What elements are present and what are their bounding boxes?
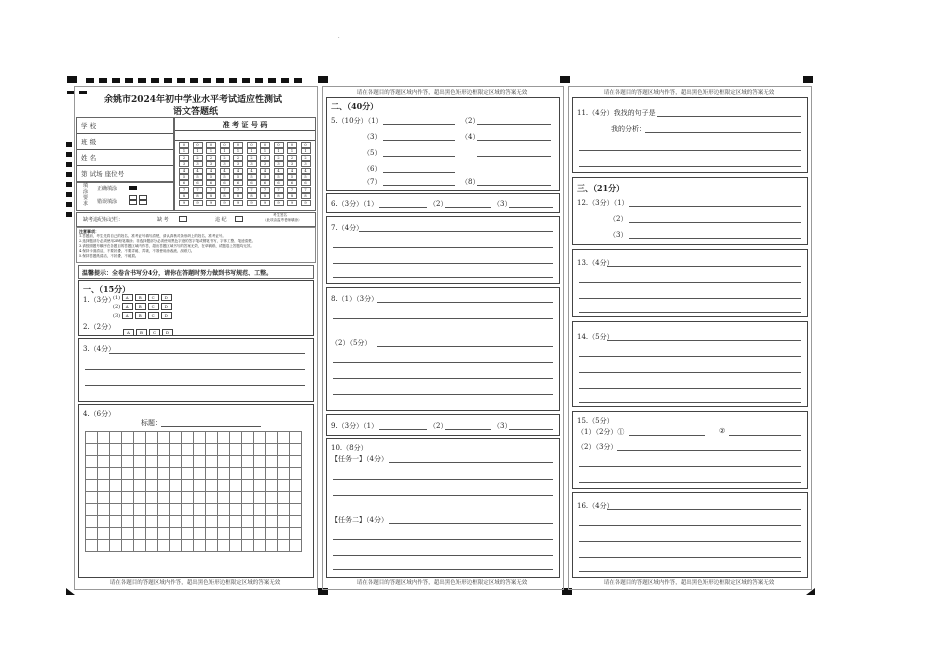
q8-part2-label: （2）（5分） bbox=[331, 339, 372, 347]
ticket-digit-bubble[interactable]: 5 bbox=[260, 174, 270, 180]
ticket-digit-bubble[interactable]: 5 bbox=[206, 174, 216, 180]
ticket-digit-bubble[interactable]: 5 bbox=[287, 174, 297, 180]
ticket-digit-bubble[interactable]: 5 bbox=[193, 174, 203, 180]
ticket-header: 准 考 证 号 码 bbox=[222, 120, 268, 129]
timing-mark bbox=[66, 142, 72, 147]
q15-part1-label: （1）（2分）① bbox=[577, 428, 625, 436]
ticket-digit-bubble[interactable]: 6 bbox=[287, 180, 297, 186]
right-footer: 请在各题目的答题区域内作答，超出黑色矩形边框限定区域的答案无效 bbox=[603, 580, 775, 586]
ticket-digit-bubble[interactable]: 5 bbox=[247, 174, 257, 180]
ticket-digit-bubble[interactable]: 9 bbox=[287, 200, 297, 206]
ticket-digit-bubble[interactable]: 0 bbox=[233, 142, 243, 148]
ticket-digit-bubble[interactable]: 2 bbox=[179, 155, 189, 161]
ticket-digit-bubble[interactable]: 9 bbox=[301, 200, 311, 206]
ticket-digit-bubble[interactable]: 7 bbox=[287, 187, 297, 193]
option-bubble[interactable]: B bbox=[135, 312, 146, 319]
ticket-digit-bubble[interactable]: 4 bbox=[260, 168, 270, 174]
anchor-mark bbox=[318, 76, 328, 83]
option-bubble[interactable]: D bbox=[161, 303, 172, 310]
ticket-digit-bubble[interactable]: 9 bbox=[233, 200, 243, 206]
ticket-digit-bubble[interactable]: 6 bbox=[274, 180, 284, 186]
q16-label: 16.（4分） bbox=[577, 502, 614, 510]
ticket-digit-bubble[interactable]: 5 bbox=[301, 174, 311, 180]
ticket-digit-bubble[interactable]: 9 bbox=[179, 200, 189, 206]
ticket-digit-bubble[interactable]: 3 bbox=[301, 161, 311, 167]
ticket-digit-bubble[interactable]: 1 bbox=[260, 148, 270, 154]
option-bubble[interactable]: B bbox=[135, 294, 146, 301]
option-bubble[interactable]: B bbox=[135, 303, 146, 310]
left-column-frame bbox=[74, 86, 318, 590]
q5-label: 5.（10分）（1） bbox=[331, 117, 383, 125]
ticket-digit-bubble[interactable]: 8 bbox=[247, 193, 257, 199]
ticket-digit-bubble[interactable]: 1 bbox=[247, 148, 257, 154]
q11-analysis-label: 我的分析： bbox=[611, 125, 646, 133]
ticket-digit-bubble[interactable]: 6 bbox=[220, 180, 230, 186]
ticket-digit-bubble[interactable]: 8 bbox=[233, 193, 243, 199]
violation-label: 缺考违纪标记栏： bbox=[83, 217, 124, 223]
ticket-digit-bubble[interactable]: 2 bbox=[247, 155, 257, 161]
ticket-digit-bubble[interactable]: 4 bbox=[274, 168, 284, 174]
sign-sub: （此项由监考老师填涂） bbox=[263, 218, 302, 222]
anchor-mark bbox=[67, 76, 77, 83]
q1-row-prefix: (3) bbox=[113, 313, 122, 319]
ticket-digit-bubble[interactable]: 9 bbox=[206, 200, 216, 206]
dot-mark: . bbox=[338, 34, 340, 40]
ticket-digit-bubble[interactable]: 7 bbox=[206, 187, 216, 193]
q5-item: （6） bbox=[363, 165, 382, 173]
ticket-digit-bubble[interactable]: 9 bbox=[274, 200, 284, 206]
q1-label: 1.（3分） bbox=[83, 296, 116, 304]
ticket-digit-bubble[interactable]: 2 bbox=[287, 155, 297, 161]
ticket-digit-bubble[interactable]: 4 bbox=[206, 168, 216, 174]
ticket-digit-bubble[interactable]: 1 bbox=[233, 148, 243, 154]
ticket-digit-bubble[interactable]: 4 bbox=[247, 168, 257, 174]
q5-item: （4） bbox=[461, 133, 480, 141]
timing-mark bbox=[66, 162, 72, 167]
ticket-digit-bubble[interactable]: 0 bbox=[206, 142, 216, 148]
option-bubble[interactable]: C bbox=[148, 312, 159, 319]
q12-item: （3） bbox=[609, 231, 628, 239]
ticket-digit-bubble[interactable]: 2 bbox=[274, 155, 284, 161]
ticket-digit-bubble[interactable]: 0 bbox=[301, 142, 311, 148]
q3-label: 3.（4分） bbox=[83, 345, 116, 353]
q10-label: 10.（8分） bbox=[331, 444, 368, 452]
timing-track bbox=[86, 78, 306, 83]
ticket-digit-bubble[interactable]: 8 bbox=[193, 193, 203, 199]
ticket-digit-bubble[interactable]: 6 bbox=[260, 180, 270, 186]
section2-title: 二、（40分） bbox=[331, 101, 379, 111]
q1-row-prefix: (1) bbox=[113, 295, 122, 301]
ticket-digit-bubble[interactable]: 4 bbox=[220, 168, 230, 174]
option-bubble[interactable]: A bbox=[122, 303, 133, 310]
ticket-digit-bubble[interactable]: 0 bbox=[287, 142, 297, 148]
option-bubble[interactable]: A bbox=[123, 329, 134, 336]
section1-title: 一、（15分） bbox=[83, 284, 131, 294]
left-footer: 请在各题目的答题区域内作答，超出黑色矩形边框限定区域的答案无效 bbox=[109, 580, 281, 586]
q7-label: 7.（4分） bbox=[331, 224, 364, 232]
ticket-digit-bubble[interactable]: 7 bbox=[193, 187, 203, 193]
ticket-digit-bubble[interactable]: 2 bbox=[301, 155, 311, 161]
q11-label: 11.（4分）我找的句子是 bbox=[577, 109, 656, 117]
q8-label: 8.（1）（3分） bbox=[331, 295, 379, 303]
ticket-digit-bubble[interactable]: 2 bbox=[206, 155, 216, 161]
q12-label: 12.（3分）（1） bbox=[577, 199, 629, 207]
ticket-digit-bubble[interactable]: 6 bbox=[193, 180, 203, 186]
ticket-digit-bubble[interactable]: 3 bbox=[233, 161, 243, 167]
ticket-digit-bubble[interactable]: 8 bbox=[179, 193, 189, 199]
ticket-digit-bubble[interactable]: 8 bbox=[220, 193, 230, 199]
ticket-digit-bubble[interactable]: 7 bbox=[260, 187, 270, 193]
right-column-frame bbox=[568, 86, 812, 590]
q15-part1b-label: ② bbox=[719, 427, 726, 435]
ticket-digit-bubble[interactable]: 3 bbox=[287, 161, 297, 167]
warm-tip-text: 温馨提示：全卷含书写分4分，请你在答题时努力做到书写规范、工整。 bbox=[82, 270, 273, 277]
ticket-digit-bubble[interactable]: 9 bbox=[247, 200, 257, 206]
ticket-digit-bubble[interactable]: 4 bbox=[287, 168, 297, 174]
ticket-digit-bubble[interactable]: 5 bbox=[179, 174, 189, 180]
option-bubble[interactable]: A bbox=[122, 294, 133, 301]
q5-item: （5） bbox=[363, 149, 382, 157]
fill-req-label: 填涂要求 bbox=[83, 183, 89, 207]
q1-row-prefix: (2) bbox=[113, 304, 122, 310]
ticket-digit-bubble[interactable]: 5 bbox=[233, 174, 243, 180]
name-label: 姓 名 bbox=[81, 154, 97, 162]
ticket-digit-bubble[interactable]: 2 bbox=[260, 155, 270, 161]
right-header: 请在各题目的答题区域内作答，超出黑色矩形边框限定区域的答案无效 bbox=[603, 90, 775, 96]
q6-label: 6.（3分）（1） bbox=[331, 200, 379, 208]
ticket-digit-bubble[interactable]: 0 bbox=[193, 142, 203, 148]
q5-item: （8） bbox=[461, 178, 480, 186]
correct-fill-label: 正确填涂 bbox=[97, 186, 118, 192]
ticket-digit-bubble[interactable]: 1 bbox=[274, 148, 284, 154]
option-bubble[interactable]: B bbox=[136, 329, 147, 336]
task2-label: 【任务二】（4分） bbox=[331, 516, 388, 524]
ticket-digit-bubble[interactable]: 7 bbox=[233, 187, 243, 193]
ticket-digit-bubble[interactable]: 3 bbox=[220, 161, 230, 167]
q12-item: （2） bbox=[609, 215, 628, 223]
ticket-digit-bubble[interactable]: 9 bbox=[193, 200, 203, 206]
mid-header: 请在各题目的答题区域内作答，超出黑色矩形边框限定区域的答案无效 bbox=[356, 90, 528, 96]
timing-mark bbox=[66, 172, 72, 177]
timing-mark bbox=[66, 212, 72, 217]
violate-label: 违 纪 bbox=[215, 217, 227, 223]
option-bubble[interactable]: C bbox=[148, 303, 159, 310]
ticket-digit-bubble[interactable]: 3 bbox=[247, 161, 257, 167]
ticket-digit-bubble[interactable]: 8 bbox=[287, 193, 297, 199]
ticket-digit-bubble[interactable]: 0 bbox=[274, 142, 284, 148]
ticket-digit-bubble[interactable]: 4 bbox=[233, 168, 243, 174]
q2-label: 2.（2分） bbox=[83, 323, 116, 331]
section3-title: 三、（21分） bbox=[577, 183, 625, 193]
q6-item: （3） bbox=[493, 200, 512, 208]
anchor-mark bbox=[803, 76, 813, 83]
anchor-mark bbox=[560, 76, 570, 83]
exam-title: 余姚市2024年初中学业水平考试适应性测试 bbox=[104, 95, 283, 105]
ticket-digit-bubble[interactable]: 3 bbox=[274, 161, 284, 167]
ticket-digit-bubble[interactable]: 8 bbox=[301, 193, 311, 199]
class-label: 班 级 bbox=[81, 138, 97, 146]
ticket-digit-bubble[interactable]: 7 bbox=[247, 187, 257, 193]
option-bubble[interactable]: D bbox=[162, 329, 173, 336]
ticket-digit-bubble[interactable]: 3 bbox=[206, 161, 216, 167]
ticket-digit-bubble[interactable]: 3 bbox=[179, 161, 189, 167]
ticket-digit-bubble[interactable]: 8 bbox=[206, 193, 216, 199]
ticket-digit-bubble[interactable]: 2 bbox=[193, 155, 203, 161]
ticket-digit-bubble[interactable]: 0 bbox=[260, 142, 270, 148]
ticket-digit-bubble[interactable]: 7 bbox=[220, 187, 230, 193]
mid-column-frame bbox=[322, 86, 564, 590]
school-label: 学 校 bbox=[81, 122, 97, 130]
option-bubble[interactable]: A bbox=[122, 312, 133, 319]
timing-mark bbox=[66, 192, 72, 197]
q5-item: （7） bbox=[363, 178, 382, 186]
ticket-digit-bubble[interactable]: 7 bbox=[179, 187, 189, 193]
ticket-digit-bubble[interactable]: 9 bbox=[260, 200, 270, 206]
ticket-digit-bubble[interactable]: 0 bbox=[179, 142, 189, 148]
q9-item: （3） bbox=[493, 422, 512, 430]
q4-label: 4.（6分） bbox=[83, 410, 116, 418]
q9-label: 9.（3分）（1） bbox=[331, 422, 379, 430]
ticket-digit-bubble[interactable]: 6 bbox=[233, 180, 243, 186]
option-bubble[interactable]: C bbox=[148, 294, 159, 301]
wrong-fill-label: 错误填涂 bbox=[97, 199, 118, 205]
q5-item: （3） bbox=[363, 133, 382, 141]
ticket-digit-bubble[interactable]: 6 bbox=[301, 180, 311, 186]
ticket-digit-bubble[interactable]: 6 bbox=[206, 180, 216, 186]
ticket-digit-bubble[interactable]: 0 bbox=[220, 142, 230, 148]
ticket-digit-bubble[interactable]: 7 bbox=[301, 187, 311, 193]
option-bubble[interactable]: D bbox=[161, 312, 172, 319]
timing-mark bbox=[66, 152, 72, 157]
ticket-digit-bubble[interactable]: 2 bbox=[220, 155, 230, 161]
ticket-digit-bubble[interactable]: 8 bbox=[274, 193, 284, 199]
ticket-digit-bubble[interactable]: 1 bbox=[206, 148, 216, 154]
option-bubble[interactable]: D bbox=[161, 294, 172, 301]
ticket-digit-bubble[interactable]: 1 bbox=[220, 148, 230, 154]
ticket-digit-bubble[interactable]: 5 bbox=[274, 174, 284, 180]
task1-label: 【任务一】（4分） bbox=[331, 455, 388, 463]
q5-item: （2） bbox=[461, 117, 480, 125]
ticket-digit-bubble[interactable]: 0 bbox=[247, 142, 257, 148]
q15-part2-label: （2）（3分） bbox=[577, 443, 618, 451]
option-bubble[interactable]: C bbox=[149, 329, 160, 336]
sign-label: 考生签名 bbox=[273, 213, 287, 217]
ticket-digit-bubble[interactable]: 1 bbox=[193, 148, 203, 154]
q6-item: （2） bbox=[429, 200, 448, 208]
q15-label: 15.（5分） bbox=[577, 417, 614, 425]
absent-label: 缺 考 bbox=[157, 217, 169, 223]
seat-label: 第 试场 座位号 bbox=[81, 170, 125, 178]
timing-mark bbox=[66, 202, 72, 207]
q9-item: （2） bbox=[429, 422, 448, 430]
timing-mark bbox=[66, 182, 72, 187]
ticket-digit-bubble[interactable]: 7 bbox=[274, 187, 284, 193]
ticket-digit-bubble[interactable]: 5 bbox=[220, 174, 230, 180]
q14-label: 14.（5分） bbox=[577, 333, 614, 341]
sheet-subtitle: 语文答题纸 bbox=[173, 107, 219, 117]
notes-title: 注意事项： bbox=[79, 229, 99, 234]
ticket-digit-bubble[interactable]: 6 bbox=[179, 180, 189, 186]
ticket-digit-bubble[interactable]: 1 bbox=[301, 148, 311, 154]
q13-label: 13.（4分） bbox=[577, 259, 614, 267]
notes-list: 1.答题前，考生先将自己的姓名、准考证号填写清楚，请认真核对条形码上的姓名、准考证号。 2.选择题部分必须使用2B铅笔填涂；非选择题部分必须使用黑色字迹的签字笔或钢笔书写，字体工整、笔迹清楚。 3.请按照题号顺序在各题目的答题区域内作答，超出答题区域书写的答案无效，在草稿纸、试题卷上答题均无效。 4.保持卡面清洁，不要折叠、不要弄破、弄皱，不准使用涂改液、刮纸刀。 5.保持答题纸清洁，不折叠，不破损。 bbox=[79, 234, 256, 258]
ticket-digit-bubble[interactable]: 9 bbox=[220, 200, 230, 206]
q4-title-label: 标题： bbox=[141, 419, 162, 427]
ticket-digit-bubble[interactable]: 2 bbox=[233, 155, 243, 161]
ticket-digit-bubble[interactable]: 4 bbox=[301, 168, 311, 174]
ticket-digit-bubble[interactable]: 4 bbox=[193, 168, 203, 174]
ticket-digit-bubble[interactable]: 1 bbox=[179, 148, 189, 154]
ticket-digit-bubble[interactable]: 8 bbox=[260, 193, 270, 199]
mid-footer: 请在各题目的答题区域内作答，超出黑色矩形边框限定区域的答案无效 bbox=[356, 580, 528, 586]
ticket-digit-bubble[interactable]: 6 bbox=[247, 180, 257, 186]
ticket-digit-bubble[interactable]: 3 bbox=[260, 161, 270, 167]
ticket-digit-bubble[interactable]: 1 bbox=[287, 148, 297, 154]
ticket-digit-bubble[interactable]: 4 bbox=[179, 168, 189, 174]
ticket-digit-bubble[interactable]: 3 bbox=[193, 161, 203, 167]
